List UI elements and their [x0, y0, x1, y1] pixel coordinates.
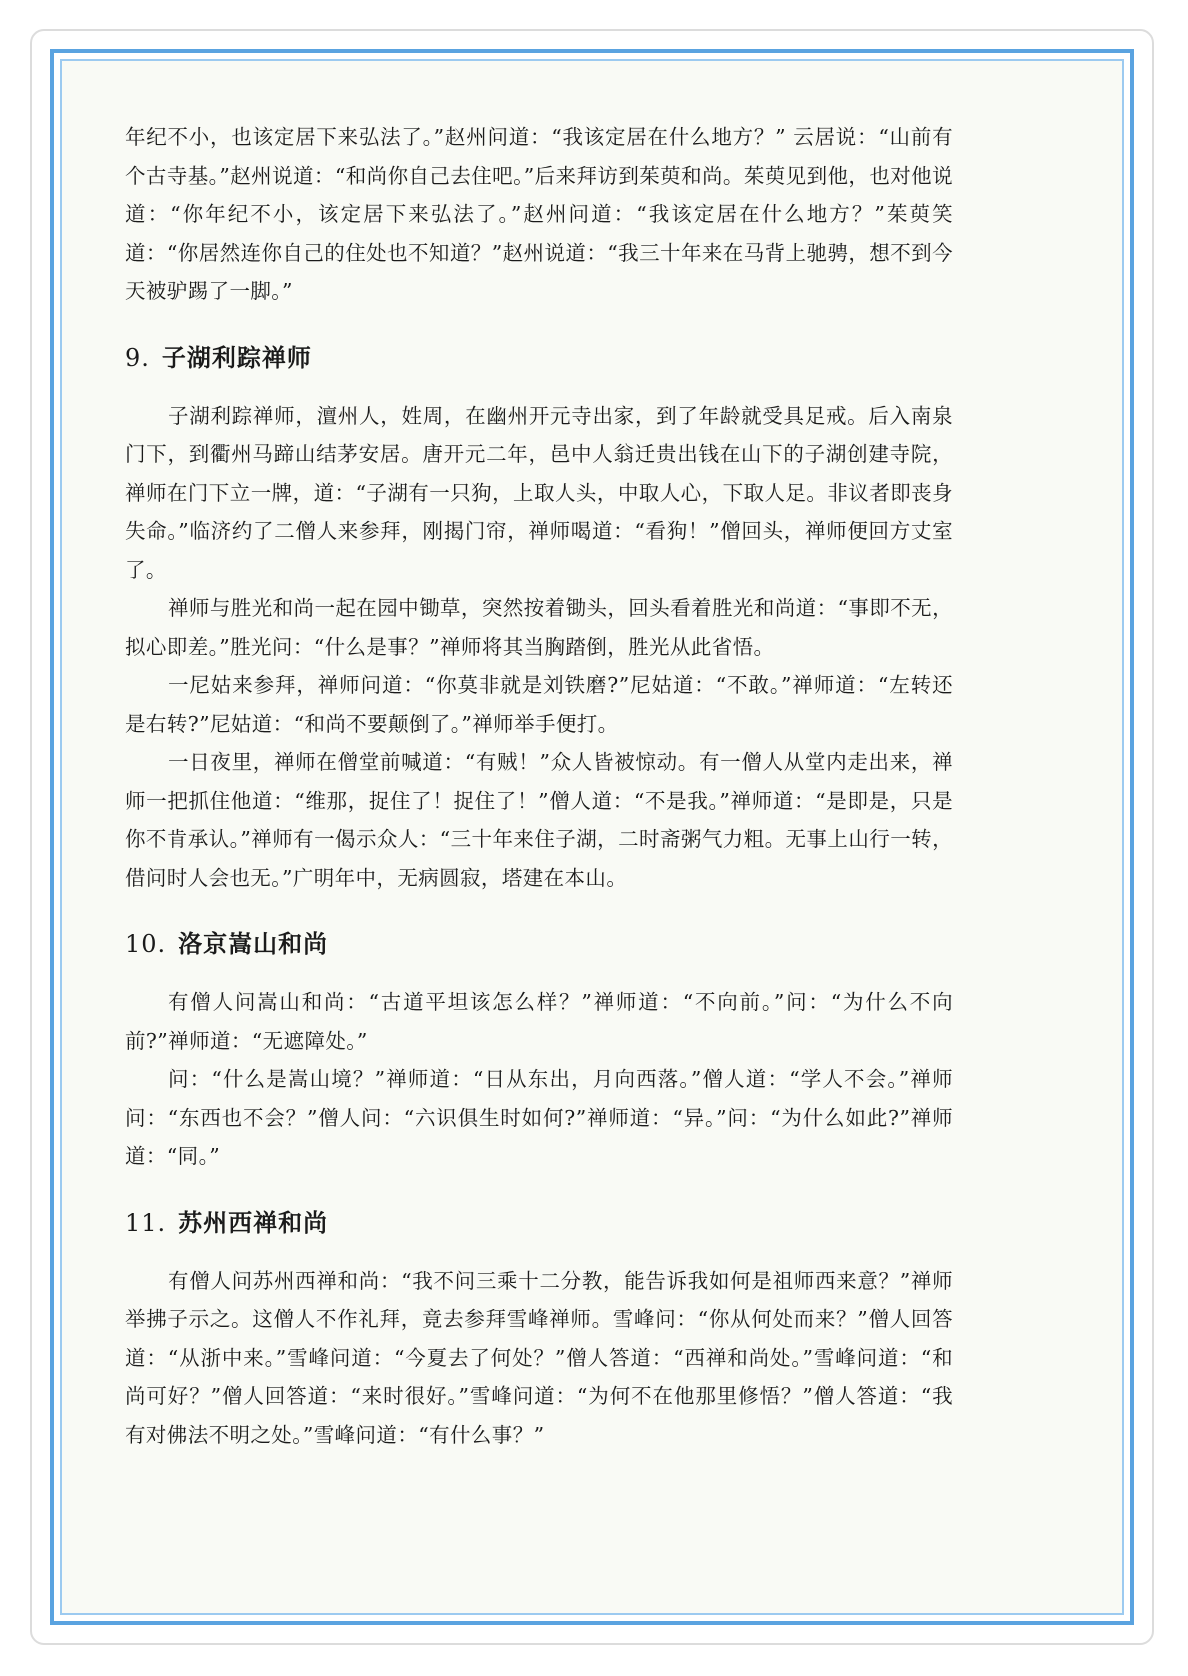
- paragraph-continued: 年纪不小，也该定居下来弘法了。”赵州问道：“我该定居在什么地方？” 云居说：“山前有个古寺基。”赵州说道：“和尚你自己去住吧。”后来拜访到茱萸和尚。茱萸见到他，也对他说道：“你年纪不小，该定居下来弘法了。”赵州问道：“我该定居在什么地方？”茱萸笑道：“你居然连你自己的住处也不知道？”赵州说道：“我三十年来在马背上驰骋，想不到今天被驴踢了一脚。”: [125, 125, 953, 303]
- section-title: 苏州西禅和尚: [178, 1207, 329, 1237]
- section-number: 11.: [125, 1208, 167, 1237]
- section-heading-10: [125, 925, 953, 963]
- paragraph: 问：“什么是嵩山境？”禅师道：“日从东出，月向西落。”僧人道：“学人不会。”禅师问：“东西也不会？”僧人问：“六识俱生时如何?”禅师道：“异。”问：“为什么如此?”禅师道：“同。”: [125, 1067, 953, 1168]
- paragraph: 禅师与胜光和尚一起在园中锄草，突然按着锄头，回头看着胜光和尚道：“事即不无，拟心即差。”胜光问：“什么是事？”禅师将其当胸踏倒，胜光从此省悟。: [125, 596, 953, 659]
- page-content: [125, 118, 953, 1454]
- section-heading-11: [125, 1204, 953, 1242]
- section-title: 洛京嵩山和尚: [178, 929, 329, 958]
- paragraph: 一尼姑来参拜，禅师问道：“你莫非就是刘铁磨?”尼姑道：“不敢。”禅师道：“左转还是右转?”尼姑道：“和尚不要颠倒了。”禅师举手便打。: [125, 673, 953, 736]
- section-number: 9.: [125, 343, 150, 372]
- paragraph: 一日夜里，禅师在僧堂前喊道：“有贼！”众人皆被惊动。有一僧人从堂内走出来，禅师一把抓住他道：“维那，捉住了！捉住了！”僧人道：“不是我。”禅师道：“是即是，只是你不肯承认。”禅师有一偈示众人：“三十年来住子湖，二时斋粥气力粗。无事上山行一转，借问时人会也无。”广明年中，无病圆寂，塔建在本山。: [125, 750, 953, 890]
- paragraph: 有僧人问嵩山和尚：“古道平坦该怎么样？”禅师道：“不向前。”问：“为什么不向前?”禅师道：“无遮障处。”: [125, 990, 953, 1053]
- section-number: 10.: [125, 930, 167, 958]
- paragraph: 有僧人问苏州西禅和尚：“我不问三乘十二分教，能告诉我如何是祖师西来意？”禅师举拂子示之。这僧人不作礼拜，竟去参拜雪峰禅师。雪峰问：“你从何处而来？”僧人回答道：“从浙中来。”雪峰问道：“今夏去了何处？”僧人答道：“西禅和尚处。”雪峰问道：“和尚可好？”僧人回答道：“来时很好。”雪峰问道：“为何不在他那里修悟？”僧人答道：“我有对佛法不明之处。”雪峰问道：“有什么事？”: [125, 1268, 953, 1447]
- paragraph: 子湖利踪禅师，澶州人，姓周，在幽州开元寺出家，到了年龄就受具足戒。后入南泉门下，到衢州马蹄山结茅安居。唐开元二年，邑中人翁迁贵出钱在山下的子湖创建寺院，禅师在门下立一牌，道：“子湖有一只狗，上取人头，中取人心，下取人足。非议者即丧身失命。”临济约了二僧人来参拜，刚揭门帘，禅师喝道：“看狗！”僧回头，禅师便回方丈室了。: [125, 403, 953, 582]
- section-title: 子湖利踪禅师: [161, 342, 312, 372]
- section-heading-9: [125, 339, 953, 377]
